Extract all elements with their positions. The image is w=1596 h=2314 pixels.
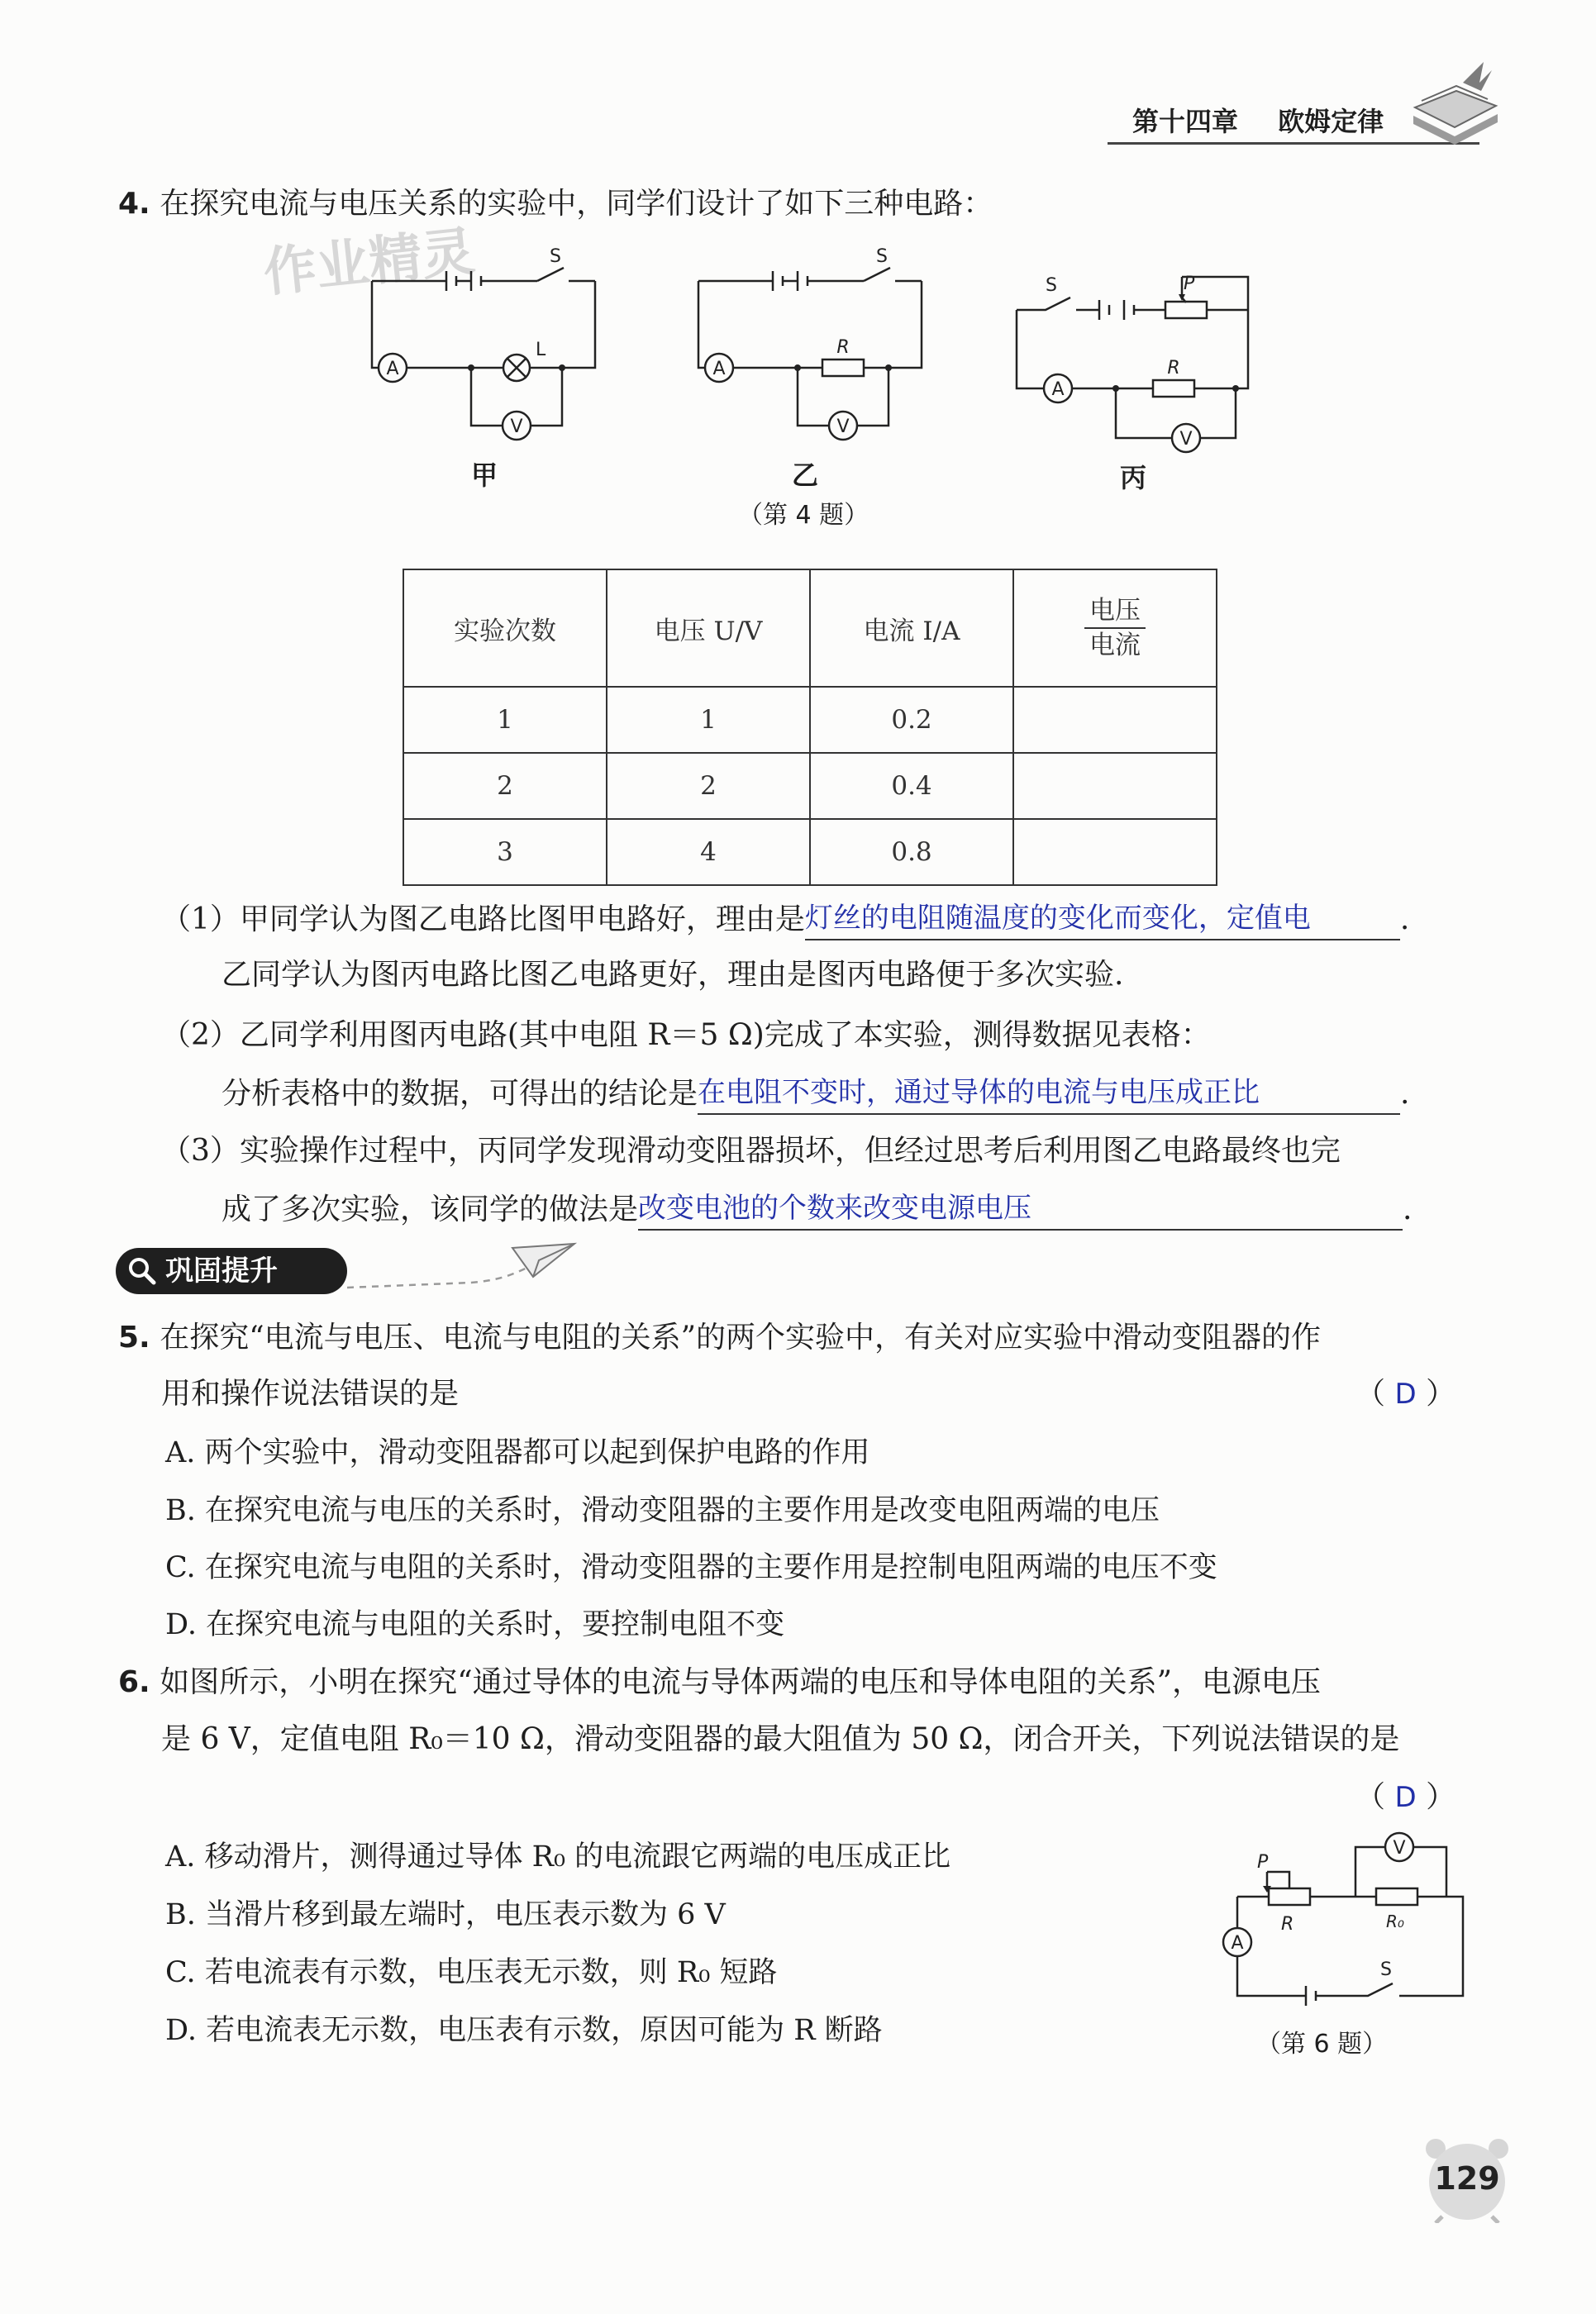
r0-label: R₀ bbox=[1386, 1912, 1404, 1931]
table-cell: 1 bbox=[403, 687, 607, 753]
q6-stem bbox=[118, 1662, 1321, 1703]
table-cell bbox=[1013, 753, 1217, 819]
switch-label: S bbox=[1046, 275, 1057, 296]
table-header-row bbox=[403, 569, 1217, 687]
ratio-numerator: 电压 bbox=[1084, 594, 1146, 629]
q4-part3-text: 成了多次实验，该同学的做法是 bbox=[222, 1193, 639, 1226]
voltmeter-label: V bbox=[1393, 1838, 1406, 1859]
switch-label: S bbox=[1380, 1959, 1392, 1980]
q4-part2-text: 分析表格中的数据，可得出的结论是 bbox=[222, 1077, 698, 1111]
voltmeter-label: V bbox=[510, 417, 523, 437]
ammeter-label: A bbox=[386, 359, 399, 379]
q4-part2-line2 bbox=[222, 1072, 1409, 1115]
table-header-cell: 实验次数 bbox=[403, 569, 607, 687]
period: . bbox=[1400, 1077, 1410, 1111]
data-table bbox=[403, 569, 1217, 886]
table-row bbox=[403, 819, 1217, 885]
voltmeter-label: V bbox=[1179, 429, 1193, 450]
q5-option: B. 在探究电流与电压的关系时，滑动变阻器的主要作用是改变电阻两端的电压 bbox=[165, 1494, 1160, 1527]
table-row bbox=[403, 753, 1217, 819]
q6-option: B. 当滑片移到最左端时，电压表示数为 6 V bbox=[165, 1898, 726, 1931]
q4-part3-line2 bbox=[222, 1188, 1412, 1231]
paper-plane-icon bbox=[347, 1240, 579, 1306]
q4-part2-answer: 在电阻不变时，通过导体的电流与电压成正比 bbox=[698, 1076, 1260, 1109]
q4-number: 4. bbox=[118, 187, 150, 221]
q5-option: D. 在探究电流与电阻的关系时，要控制电阻不变 bbox=[165, 1608, 785, 1641]
table-cell bbox=[1013, 819, 1217, 885]
period: . bbox=[1403, 1193, 1413, 1226]
ammeter-label: A bbox=[1051, 379, 1065, 400]
table-row bbox=[403, 687, 1217, 753]
page-number: 129 bbox=[1434, 2160, 1500, 2197]
slider-label: P bbox=[1257, 1852, 1269, 1873]
table-cell: 2 bbox=[403, 753, 607, 819]
table-cell bbox=[1013, 687, 1217, 753]
q4-stem-text: 在探究电流与电压关系的实验中，同学们设计了如下三种电路： bbox=[160, 187, 993, 221]
circuit-label-yi: 乙 bbox=[792, 459, 819, 491]
circuit-label-jia: 甲 bbox=[471, 459, 498, 491]
table-cell: 0.4 bbox=[810, 753, 1013, 819]
ammeter-label: A bbox=[1231, 1933, 1244, 1954]
q4-part1-text: （1）甲同学认为图乙电路比图甲电路好，理由是 bbox=[161, 902, 805, 936]
resistor-label: R bbox=[1167, 358, 1180, 379]
q4-part1-line2: 乙同学认为图丙电路比图乙电路更好，理由是图丙电路便于多次实验. bbox=[222, 958, 1124, 992]
table-cell: 2 bbox=[607, 753, 810, 819]
q4-part1-blank bbox=[805, 898, 1400, 940]
q6-number: 6. bbox=[118, 1665, 150, 1699]
table-cell: 1 bbox=[607, 687, 810, 753]
circuit-label-bing: 丙 bbox=[1120, 462, 1147, 493]
resistor-label: R bbox=[1281, 1914, 1294, 1935]
q4-part2: （2）乙同学利用图丙电路(其中电阻 R＝5 Ω)完成了本实验，测得数据见表格： bbox=[161, 1018, 1211, 1052]
q4-part3: （3）实验操作过程中，丙同学发现滑动变阻器损坏，但经过思考后利用图乙电路最终也完 bbox=[161, 1134, 1341, 1168]
table-cell: 3 bbox=[403, 819, 607, 885]
section-title: 巩固提升 bbox=[165, 1255, 278, 1288]
q6-caption: （第 6 题） bbox=[1256, 2030, 1388, 2059]
chapter-number: 第十四章 bbox=[1132, 106, 1239, 137]
q4-part3-blank bbox=[638, 1188, 1403, 1231]
q4-part1 bbox=[161, 898, 1409, 940]
magnifier-icon bbox=[126, 1255, 159, 1288]
circuit-bing bbox=[1000, 240, 1273, 455]
table-cell: 0.8 bbox=[810, 819, 1013, 885]
chapter-title: 欧姆定律 bbox=[1278, 106, 1384, 137]
switch-label: S bbox=[550, 246, 561, 267]
watermark: 作业精灵 bbox=[260, 221, 478, 305]
table-header-ratio bbox=[1013, 569, 1217, 687]
q5-option: C. 在探究电流与电阻的关系时，滑动变阻器的主要作用是控制电阻两端的电压不变 bbox=[165, 1551, 1217, 1584]
table-cell: 4 bbox=[607, 819, 810, 885]
q5-stem-line2: 用和操作说法错误的是 bbox=[161, 1377, 460, 1411]
ratio-denominator: 电流 bbox=[1089, 631, 1141, 660]
q5-answer-paren: （ D ） bbox=[1355, 1377, 1456, 1411]
books-icon bbox=[1405, 58, 1504, 149]
q4-part3-answer: 改变电池的个数来改变电源电压 bbox=[638, 1192, 1032, 1225]
ammeter-label: A bbox=[712, 359, 726, 379]
period: . bbox=[1399, 902, 1410, 936]
circuit-yi bbox=[682, 240, 930, 446]
q6-answer-paren: （ D ） bbox=[1355, 1780, 1456, 1814]
q6-stem-line1: 如图所示，小明在探究“通过导体的电流与导体两端的电压和导体电阻的关系”，电源电压 bbox=[160, 1665, 1321, 1699]
table-cell: 0.2 bbox=[810, 687, 1013, 753]
q4-part2-blank bbox=[698, 1072, 1400, 1115]
q5-option: A. 两个实验中，滑动变阻器都可以起到保护电路的作用 bbox=[165, 1436, 870, 1469]
chapter-header bbox=[1132, 101, 1384, 139]
q6-answer: D bbox=[1394, 1781, 1417, 1814]
q5-stem-line1: 在探究“电流与电压、电流与电阻的关系”的两个实验中，有关对应实验中滑动变阻器的作 bbox=[160, 1321, 1321, 1355]
q4-part1-answer: 灯丝的电阻随温度的变化而变化，定值电 bbox=[804, 902, 1311, 935]
q5-stem bbox=[118, 1317, 1321, 1359]
slider-label: P bbox=[1184, 274, 1195, 294]
q5-number: 5. bbox=[118, 1321, 150, 1355]
q6-option: A. 移动滑片，测得通过导体 R₀ 的电流跟它两端的电压成正比 bbox=[165, 1840, 951, 1874]
q6-option: D. 若电流表无示数，电压表有示数，原因可能为 R 断路 bbox=[165, 2014, 883, 2047]
table-header-cell: 电流 I/A bbox=[810, 569, 1013, 687]
table-header-cell: 电压 U/V bbox=[607, 569, 810, 687]
voltmeter-label: V bbox=[836, 417, 850, 437]
circuit-jia bbox=[355, 240, 603, 446]
ratio-fraction bbox=[1084, 594, 1146, 662]
resistor-label: R bbox=[836, 337, 850, 358]
q4-stem bbox=[118, 183, 993, 225]
switch-label: S bbox=[876, 246, 888, 267]
q4-caption: （第 4 题） bbox=[738, 501, 869, 530]
circuit-q6 bbox=[1211, 1818, 1475, 2016]
section-banner bbox=[116, 1248, 347, 1294]
q5-answer: D bbox=[1394, 1378, 1417, 1411]
q6-option: C. 若电流表有示数，电压表无示数，则 R₀ 短路 bbox=[165, 1956, 778, 1989]
q6-stem-line2: 是 6 V，定值电阻 R₀＝10 Ω，滑动变阻器的最大阻值为 50 Ω，闭合开关，下列说法错误的是 bbox=[161, 1722, 1400, 1756]
lamp-label: L bbox=[536, 340, 546, 360]
